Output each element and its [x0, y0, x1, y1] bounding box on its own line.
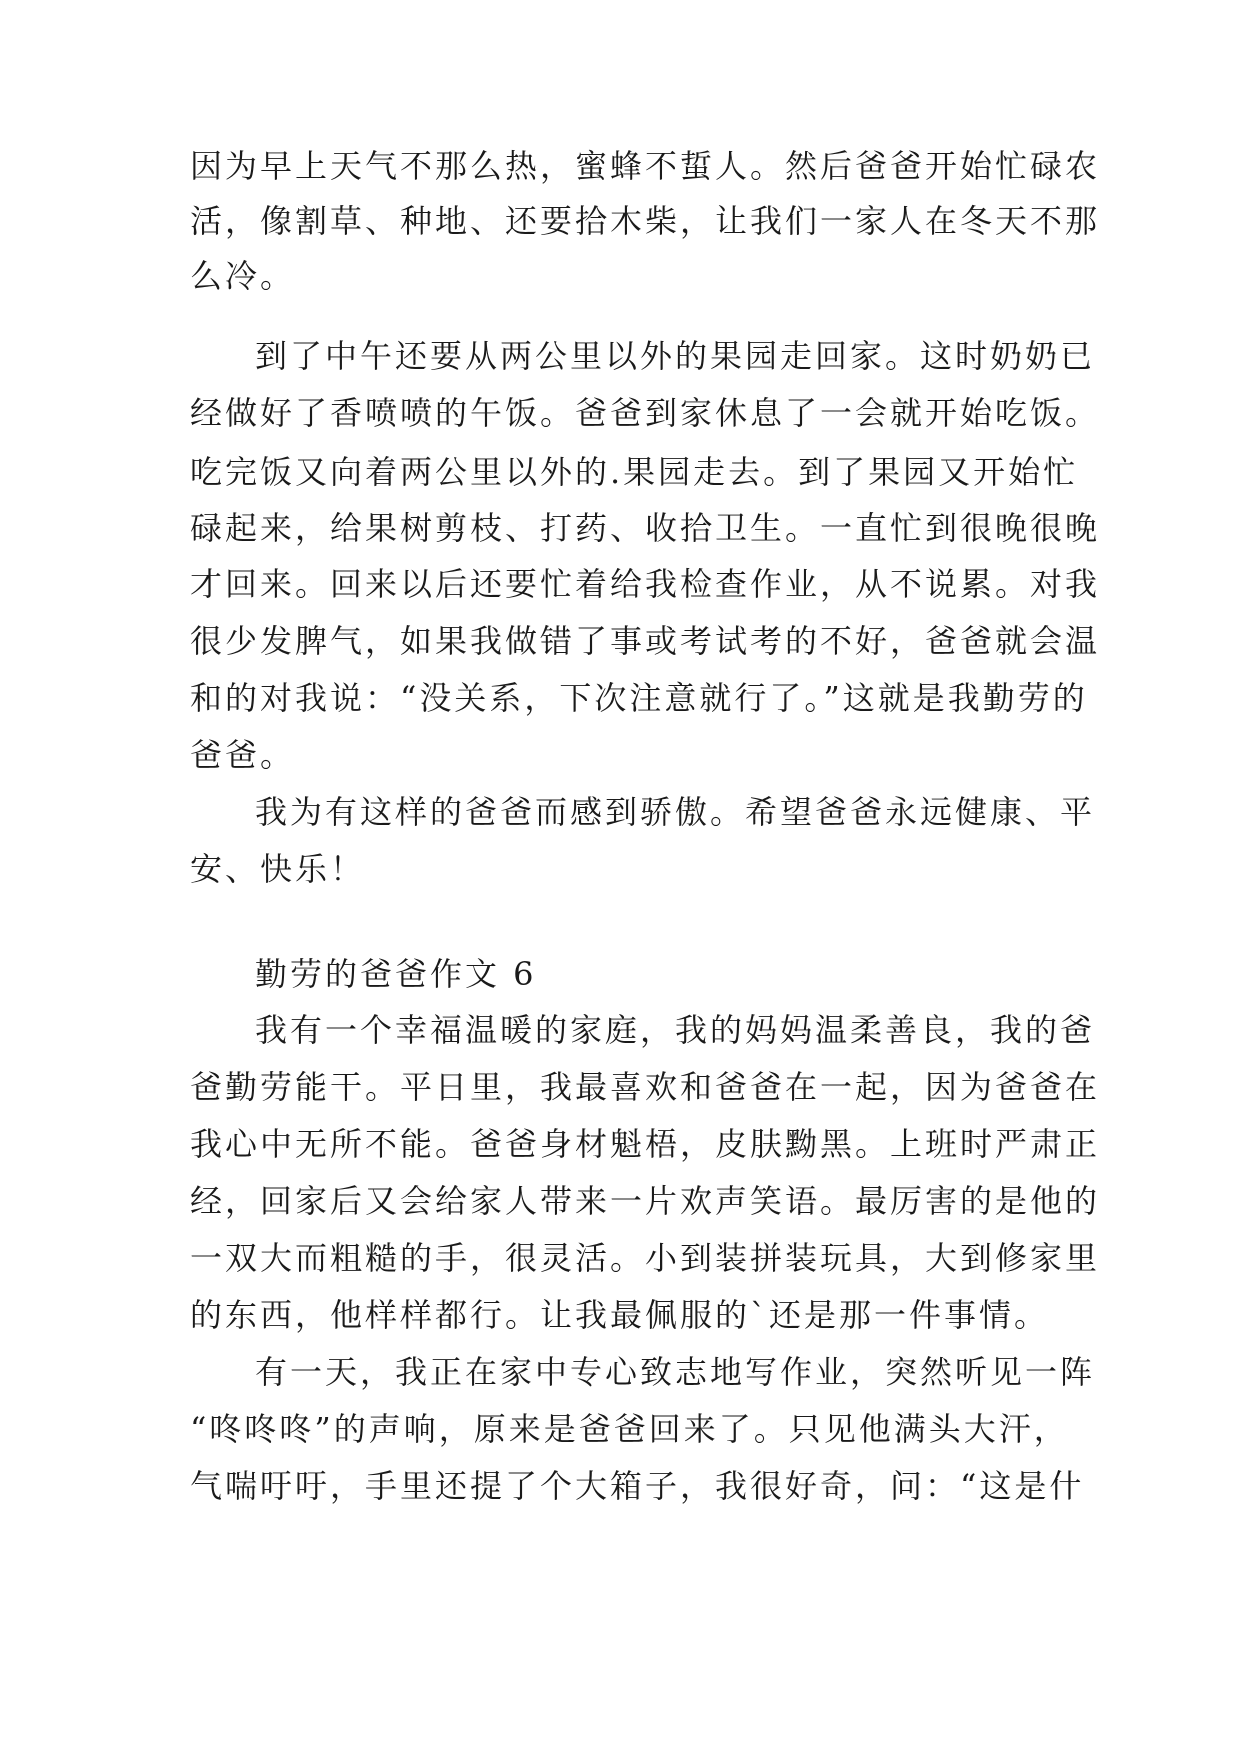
text-line: 气喘吁吁，手里还提了个大箱子，我很好奇，问：“这是什 — [190, 1467, 1085, 1505]
text-line: 经做好了香喷喷的午饭。爸爸到家休息了一会就开始吃饭。 — [190, 394, 1101, 432]
text-line: 一双大而粗糙的手，很灵活。小到装拼装玩具，大到修家里 — [190, 1239, 1101, 1277]
text-line: 爸勤劳能干。平日里，我最喜欢和爸爸在一起，因为爸爸在 — [190, 1068, 1101, 1106]
text-line: 碌起来，给果树剪枝、打药、收拾卫生。一直忙到很晚很晚 — [190, 509, 1101, 547]
text-line: 活，像割草、种地、还要拾木柴，让我们一家人在冬天不那 — [190, 202, 1101, 240]
text-line: “咚咚咚”的声响，原来是爸爸回来了。只见他满头大汗， — [190, 1410, 1069, 1448]
paragraph-first-line: 有一天，我正在家中专心致志地写作业，突然听见一阵 — [255, 1353, 1096, 1391]
paragraph-first-line: 我为有这样的爸爸而感到骄傲。希望爸爸永远健康、平 — [255, 793, 1096, 831]
text-line: 才回来。回来以后还要忙着给我检查作业，从不说累。对我 — [190, 565, 1101, 603]
text-line: 很少发脾气，如果我做错了事或考试考的不好，爸爸就会温 — [190, 622, 1101, 660]
paragraph-first-line: 我有一个幸福温暖的家庭，我的妈妈温柔善良，我的爸 — [255, 1011, 1096, 1049]
text-line: 吃完饭又向着两公里以外的.果园走去。到了果园又开始忙 — [190, 453, 1079, 491]
paragraph-first-line: 到了中午还要从两公里以外的果园走回家。这时奶奶已 — [255, 337, 1096, 375]
section-heading: 勤劳的爸爸作文 6 — [255, 955, 537, 993]
text-line: 和的对我说：“没关系，下次注意就行了。”这就是我勤劳的 — [190, 679, 1088, 717]
text-line: 爸爸。 — [190, 736, 296, 774]
text-line: 经，回家后又会给家人带来一片欢声笑语。最厉害的是他的 — [190, 1182, 1101, 1220]
text-line: 么冷。 — [190, 257, 296, 295]
text-line: 我心中无所不能。爸爸身材魁梧，皮肤黝黑。上班时严肃正 — [190, 1125, 1101, 1163]
text-line: 安、快乐！ — [190, 850, 366, 888]
text-line: 因为早上天气不那么热，蜜蜂不蜇人。然后爸爸开始忙碌农 — [190, 147, 1101, 185]
text-line: 的东西，他样样都行。让我最佩服的`还是那一件事情。 — [190, 1296, 1050, 1334]
